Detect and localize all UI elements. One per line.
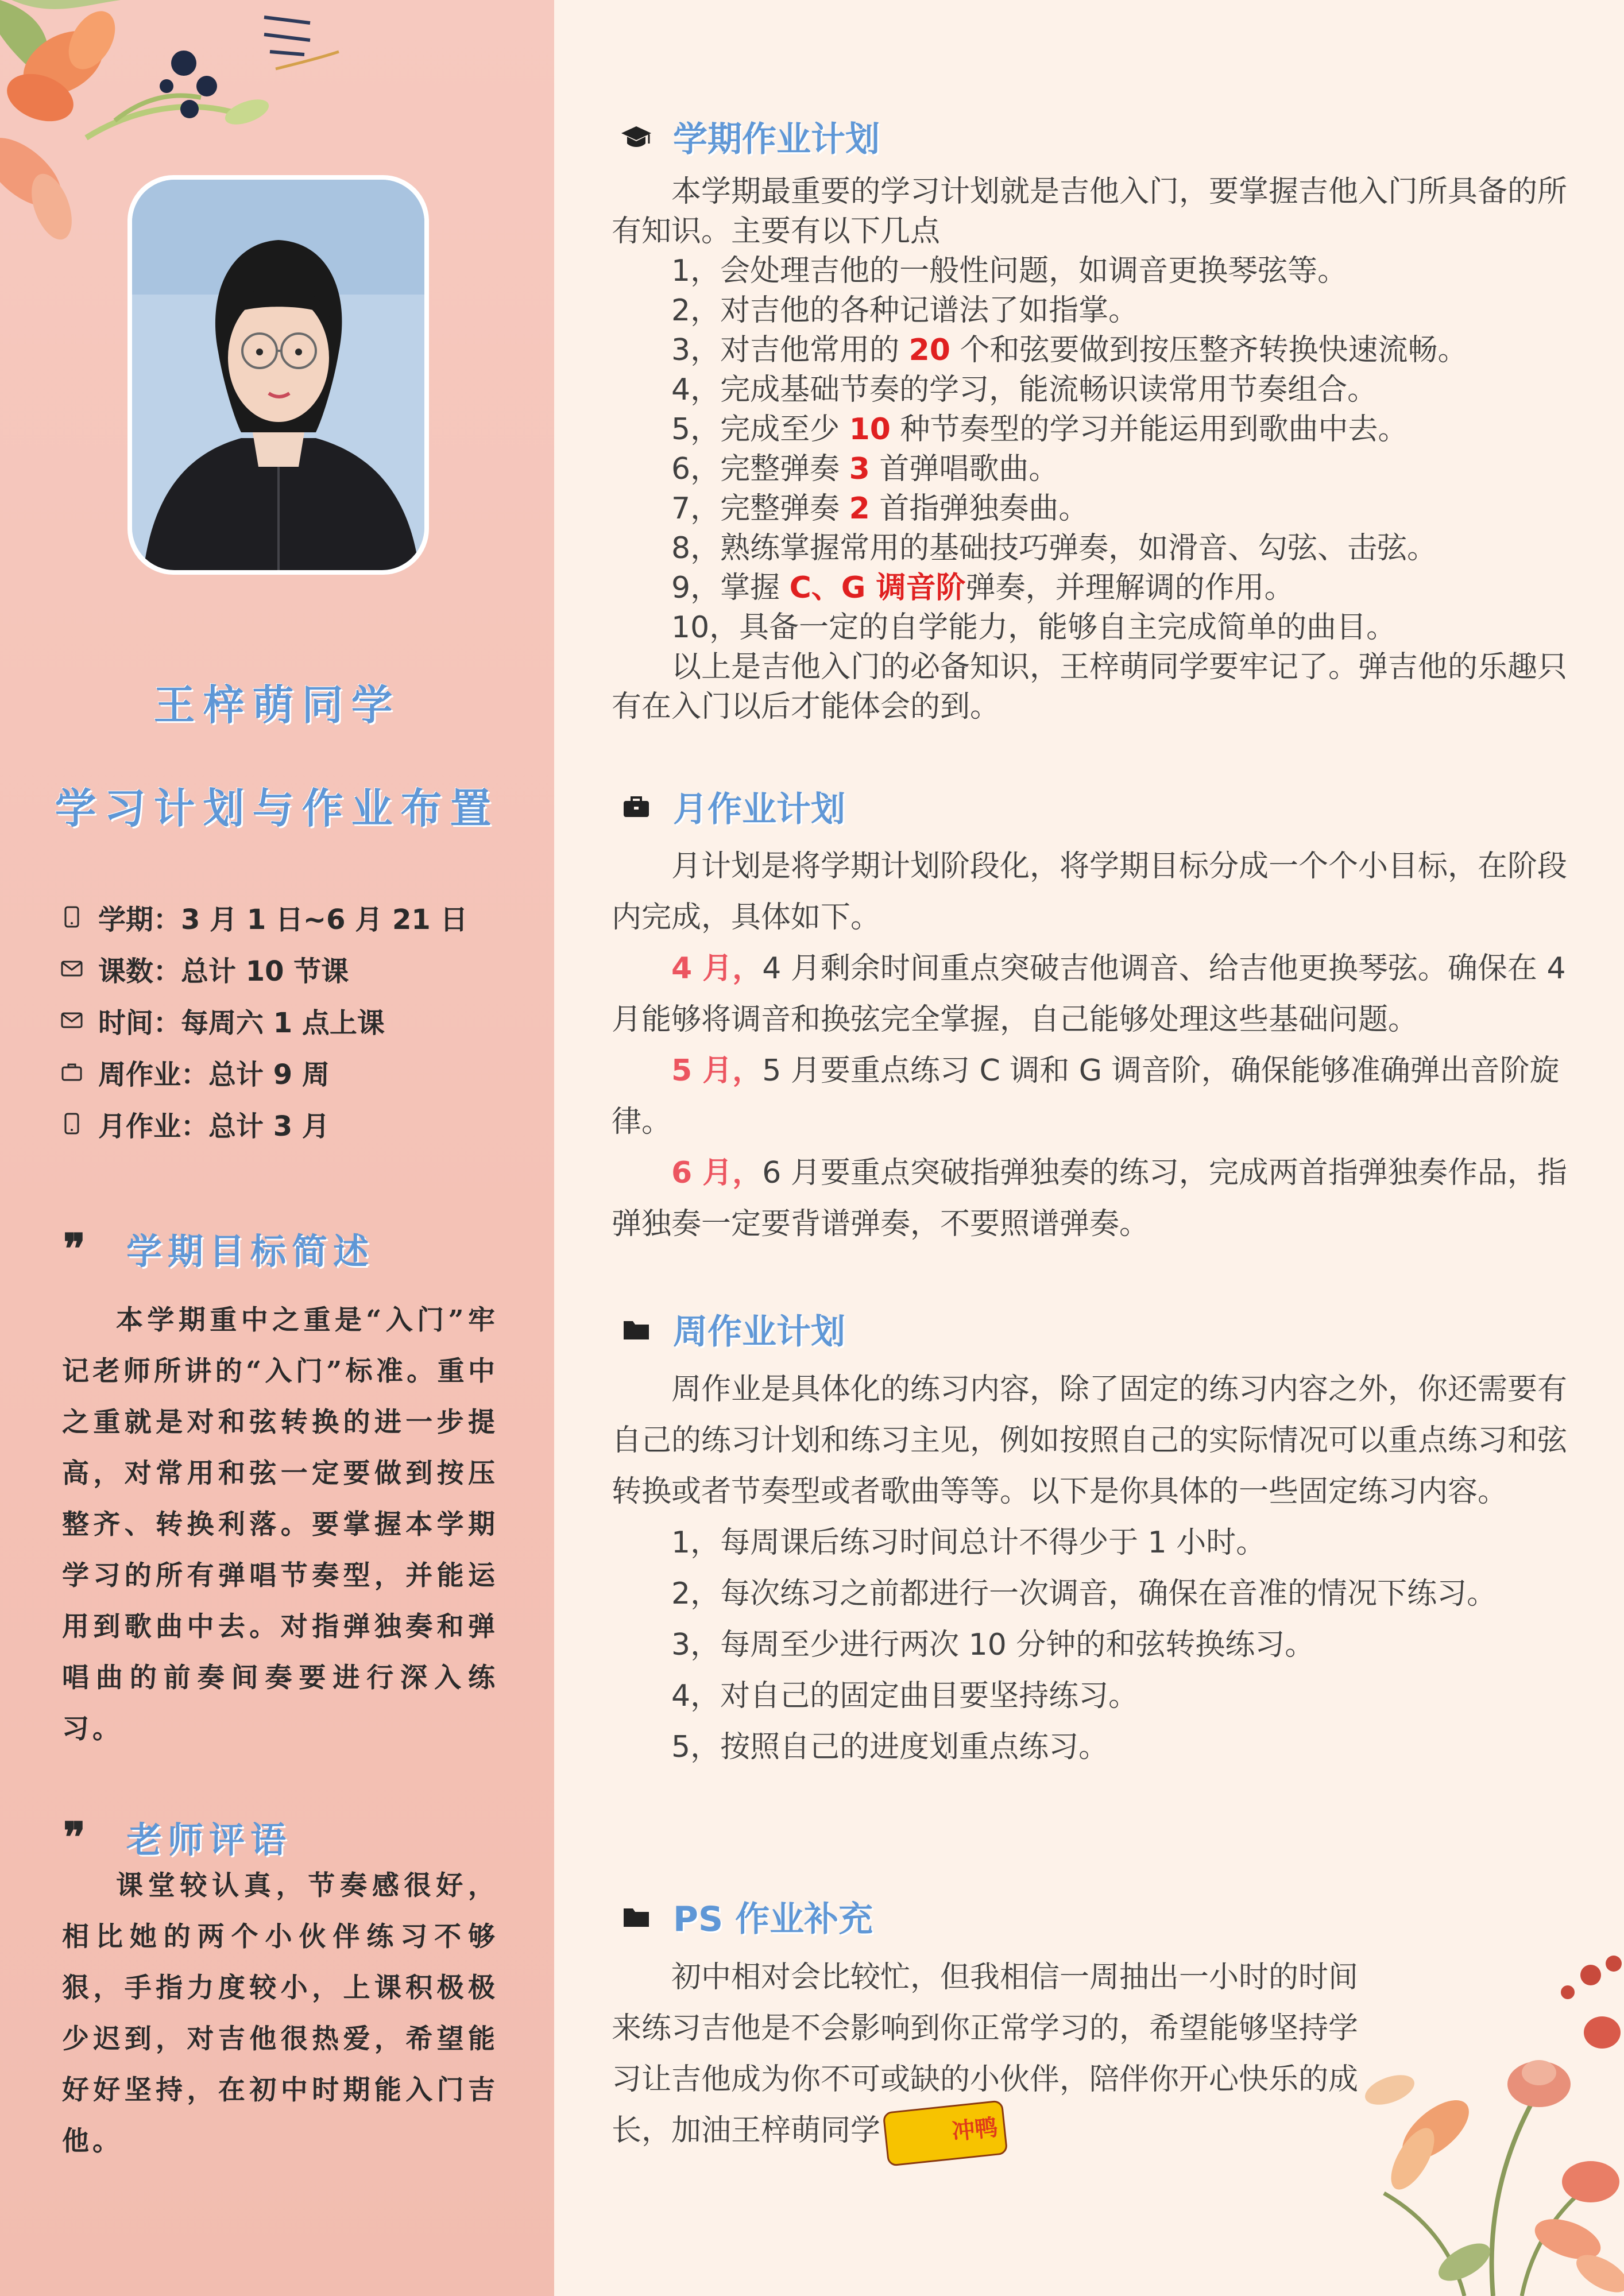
- month-label: 5 月，: [671, 1054, 763, 1088]
- goals-body: 本学期重中之重是“入门”牢记老师所讲的“入门”标准。重中之重就是对和弦转换的进一步提高，对常用和弦一定要做到按压整齐、转换利落。要掌握本学期学习的所有弹唱节奏型，并能运用到歌曲中去。对指弹独奏和弹唱曲的前奏间奏要进行深入练习。: [62, 1304, 498, 1745]
- month-june: 6 月，6 月要重点突破指弹独奏的练习，完成两首指弹独奏作品，指弹独奏一定要背谱弹奏，不要照谱弹奏。: [612, 1156, 1567, 1241]
- floral-decoration-bottom-right: [1350, 1941, 1624, 2296]
- goals-title: 学期目标简述: [126, 1230, 375, 1272]
- info-row-time: [60, 994, 531, 1046]
- mail-icon: [60, 1009, 83, 1032]
- highlight-text: C、G 调音阶: [789, 571, 966, 605]
- info-row-semester: [60, 891, 531, 943]
- semester-body: [612, 172, 1576, 727]
- list-item: 10，具备一定的自学能力，能够自主完成简单的曲目。: [671, 610, 1397, 645]
- list-item: 1，会处理吉他的一般性问题，如调音更换琴弦等。: [671, 254, 1348, 288]
- weekly-title: 周作业计划: [673, 1312, 845, 1352]
- monthly-body: [612, 841, 1576, 1250]
- list-item: 8，熟练掌握常用的基础技巧弹奏，如滑音、勾弦、击弦。: [671, 531, 1437, 566]
- briefcase-icon: [620, 792, 652, 821]
- plan-title: 学习计划与作业布置: [55, 784, 500, 833]
- weekly-heading: [620, 1304, 845, 1354]
- comment-heading: [63, 1811, 292, 1863]
- weekly-intro: 周作业是具体化的练习内容，除了固定的练习内容之外，你还需要有自己的练习计划和练习主见，例如按照自己的实际情况可以重点练习和弦转换或者节奏型或者歌曲等等。以下是你具体的一些固定练习内容。: [612, 1372, 1568, 1509]
- list-item: 5，完成至少 10 种节奏型的学习并能运用到歌曲中去。: [671, 412, 1408, 447]
- info-text: 周作业：总计 9 周: [98, 1058, 330, 1091]
- ps-text: 初中相对会比较忙，但我相信一周抽出一小时的时间来练习吉他是不会影响到你正常学习的，希望能够坚持学习让吉他成为你不可或缺的小伙伴，陪伴你开心快乐的成长，加油王梓萌同学 冲鸭: [612, 1952, 1381, 2161]
- monthly-heading: [620, 782, 845, 831]
- list-item: 9，掌握 C、G 调音阶弹奏，并理解调的作用。: [671, 571, 1294, 605]
- info-text: 时间：每周六 1 点上课: [98, 1006, 385, 1039]
- highlight-number: 20: [908, 333, 950, 367]
- month-label: 4 月，: [671, 951, 763, 986]
- list-item: 1，每周课后练习时间总计不得少于 1 小时。: [671, 1525, 1266, 1560]
- comment-body: 课堂较认真，节奏感很好，相比她的两个小伙伴练习不够狠，手指力度较小，上课积极极少迟到，对吉他很热爱，希望能好好坚持，在初中时期能入门吉他。: [62, 1870, 498, 2157]
- info-row-weekly: [60, 1046, 531, 1098]
- comment-title: 老师评语: [126, 1819, 292, 1861]
- mail-icon: [60, 957, 83, 980]
- briefcase-icon: [60, 1060, 83, 1083]
- list-item: 6，完整弹奏 3 首弹唱歌曲。: [671, 452, 1059, 486]
- phone-icon: [60, 905, 83, 928]
- phone-icon: [60, 1112, 83, 1135]
- month-april: 4 月，4 月剩余时间重点突破吉他调音、给吉他更换琴弦。确保在 4 月能够将调音和换弦完全掌握，自己能够处理这些基础问题。: [612, 951, 1566, 1037]
- info-text: 课数：总计 10 节课: [98, 955, 349, 988]
- month-label: 6 月，: [671, 1156, 763, 1190]
- info-text: 学期：3 月 1 日~6 月 21 日: [98, 903, 468, 936]
- semester-heading: [620, 112, 880, 161]
- info-row-lessons: [60, 943, 531, 994]
- quote-icon: ❞: [63, 1223, 86, 1273]
- cheer-sticker: 冲鸭: [883, 2100, 1008, 2166]
- profile-photo-frame: [127, 175, 429, 575]
- highlight-number: 3: [849, 452, 870, 486]
- student-name-title: 王梓萌同学: [153, 680, 401, 729]
- ps-title: PS 作业补充: [673, 1899, 873, 1939]
- list-item: 3，每周至少进行两次 10 分钟的和弦转换练习。: [671, 1628, 1315, 1662]
- ps-body: [612, 1952, 1381, 2161]
- month-may: 5 月，5 月要重点练习 C 调和 G 调音阶，确保能够准确弹出音阶旋律。: [612, 1054, 1560, 1139]
- graduation-cap-icon: [620, 122, 652, 151]
- left-panel: [0, 0, 554, 2296]
- quote-icon: ❞: [63, 1812, 86, 1861]
- monthly-title: 月作业计划: [673, 789, 845, 830]
- profile-photo: [132, 180, 424, 570]
- semester-intro: 本学期最重要的学习计划就是吉他入门，要掌握吉他入门所具备的所有知识。主要有以下几点: [612, 175, 1568, 249]
- info-row-monthly: [60, 1098, 531, 1149]
- monthly-intro: 月计划是将学期计划阶段化，将学期目标分成一个个小目标，在阶段内完成，具体如下。: [612, 849, 1568, 935]
- list-item: 5，按照自己的进度划重点练习。: [671, 1730, 1109, 1764]
- list-item: 7，完整弹奏 2 首指弹独奏曲。: [671, 491, 1089, 526]
- list-item: 3，对吉他常用的 20 个和弦要做到按压整齐转换快速流畅。: [671, 333, 1468, 367]
- list-item: 2，对吉他的各种记谱法了如指掌。: [671, 293, 1139, 328]
- goals-heading: [63, 1223, 374, 1274]
- info-list: [60, 891, 531, 1149]
- semester-title: 学期作业计划: [673, 119, 880, 160]
- semester-outro: 以上是吉他入门的必备知识，王梓萌同学要牢记了。弹吉他的乐趣只有在入门以后才能体会的到。: [612, 650, 1568, 724]
- list-item: 4，对自己的固定曲目要坚持练习。: [671, 1679, 1139, 1713]
- list-item: 4，完成基础节奏的学习，能流畅识读常用节奏组合。: [671, 373, 1378, 407]
- highlight-number: 10: [849, 412, 891, 447]
- highlight-number: 2: [849, 491, 870, 526]
- info-text: 月作业：总计 3 月: [98, 1110, 330, 1143]
- list-item: 2，每次练习之前都进行一次调音，确保在音准的情况下练习。: [671, 1577, 1497, 1611]
- folder-icon: [620, 1902, 652, 1931]
- ps-heading: [620, 1892, 873, 1941]
- weekly-body: [612, 1364, 1576, 1773]
- folder-icon: [620, 1315, 652, 1343]
